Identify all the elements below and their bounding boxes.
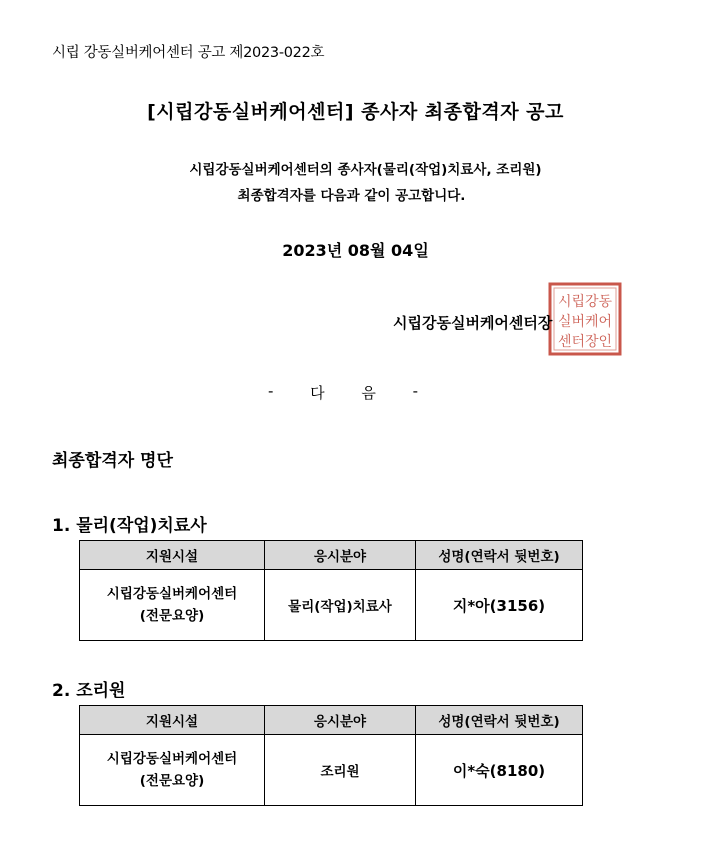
official-seal xyxy=(548,282,622,356)
section-heading-cook: 2. 조리원 xyxy=(52,681,126,701)
intro-line-2: 최종합격자를 다음과 같이 공고합니다. xyxy=(237,188,466,204)
column-header-name: 성명(연락서 뒷번호) xyxy=(416,541,583,570)
table-row xyxy=(80,735,583,806)
announcement-date: 2023년 08월 04일 xyxy=(282,241,429,260)
next-label xyxy=(268,382,418,403)
seal-text-3: 센터장인 xyxy=(557,334,613,350)
list-heading: 최종합격자 명단 xyxy=(52,451,173,471)
column-header-name: 성명(연락서 뒷번호) xyxy=(416,706,583,735)
column-header-facility: 지원시설 xyxy=(80,706,265,735)
cell-name: 지*아(3156) xyxy=(416,570,583,641)
intro-line-1: 시립강동실버케어센터의 종사자(물리(작업)치료사, 조리원) xyxy=(189,162,542,178)
cell-field: 조리원 xyxy=(265,735,416,806)
seal-text-2: 실버케어 xyxy=(557,314,613,330)
facility-line-1: 시립강동실버케어센터 xyxy=(106,586,238,602)
next-char-2: 음 xyxy=(361,384,376,402)
next-char-1: 다 xyxy=(310,384,325,402)
page-title: [시립강동실버케어센터] 종사자 최종합격자 공고 xyxy=(147,101,564,123)
cell-field: 물리(작업)치료사 xyxy=(265,570,416,641)
cell-facility xyxy=(80,570,265,641)
section-heading-therapist: 1. 물리(작업)치료사 xyxy=(52,516,207,536)
table-row xyxy=(80,570,583,641)
notice-number: 시립 강동실버케어센터 공고 제2023-022호 xyxy=(52,45,325,61)
next-dash-right: - xyxy=(412,382,418,400)
column-header-facility: 지원시설 xyxy=(80,541,265,570)
cell-name: 이*숙(8180) xyxy=(416,735,583,806)
next-dash-left: - xyxy=(268,382,274,400)
table-header-row xyxy=(80,541,583,570)
facility-line-1: 시립강동실버케어센터 xyxy=(106,751,238,767)
table-header-row xyxy=(80,706,583,735)
facility-line-2: (전문요양) xyxy=(139,608,205,624)
column-header-field: 응시분야 xyxy=(265,706,416,735)
issuer-name: 시립강동실버케어센터장 xyxy=(393,314,553,332)
facility-line-2: (전문요양) xyxy=(139,773,205,789)
column-header-field: 응시분야 xyxy=(265,541,416,570)
cell-facility xyxy=(80,735,265,806)
result-table-cook xyxy=(79,705,583,806)
seal-text-1: 시립강동 xyxy=(557,294,613,310)
result-table-therapist xyxy=(79,540,583,641)
